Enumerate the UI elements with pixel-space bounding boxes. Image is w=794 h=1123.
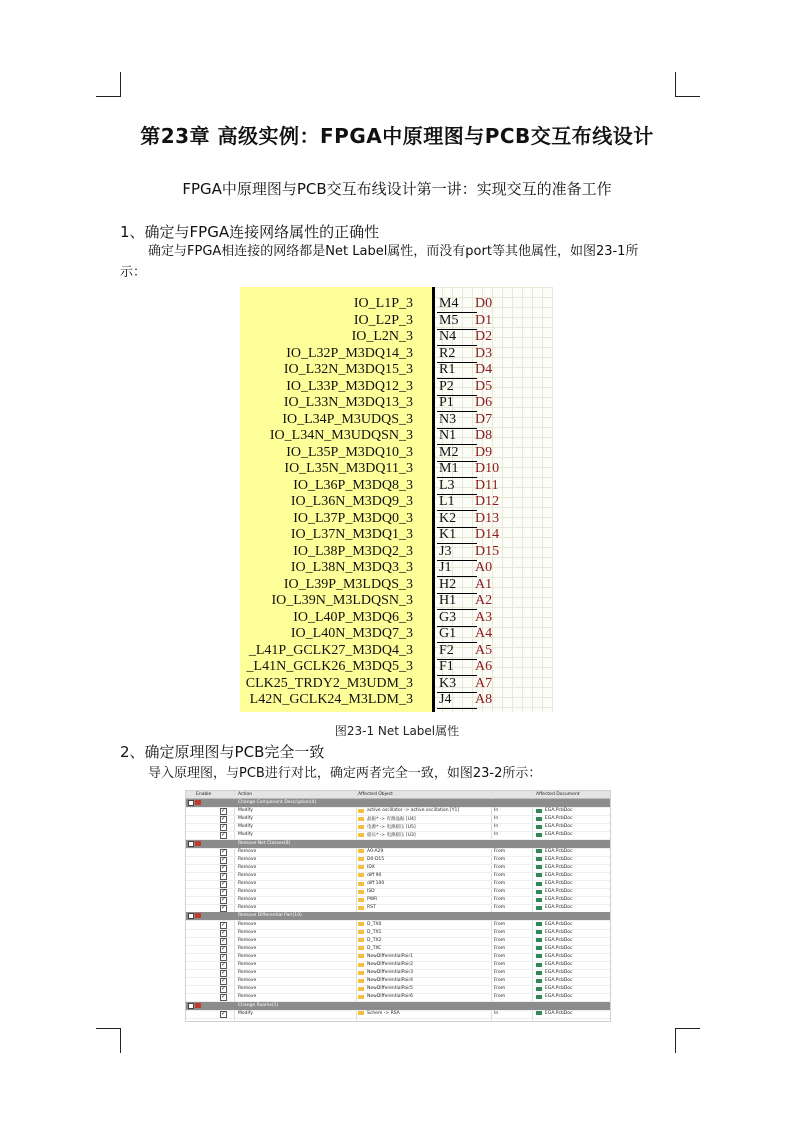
pin-number: P2 bbox=[437, 379, 477, 396]
action-cell: Remove bbox=[238, 881, 257, 886]
direction-cell: From bbox=[494, 881, 506, 886]
pin-number: N4 bbox=[437, 329, 477, 346]
direction-cell: From bbox=[494, 897, 506, 903]
figure1-caption: 图23-1 Net Label属性 bbox=[334, 724, 460, 738]
section1-paragraph bbox=[120, 241, 680, 262]
affected-document-cell: EGA.PcbDoc bbox=[545, 1010, 573, 1016]
pcb-document-icon bbox=[536, 898, 542, 902]
group-title: Remove Differential Pair(10) bbox=[238, 913, 302, 919]
affected-document-cell: EGA.PcbDoc bbox=[545, 872, 573, 878]
folder-icon bbox=[195, 800, 201, 805]
pin-signal-name: IO_L33P_M3DQ12_3 bbox=[286, 378, 413, 394]
net-label: A4 bbox=[475, 626, 493, 641]
affected-document-cell: EGA.PcbDoc bbox=[545, 937, 573, 943]
direction-cell: In bbox=[494, 808, 499, 814]
net-label: D14 bbox=[475, 527, 500, 542]
header-affected-document: Affected Document bbox=[536, 792, 580, 797]
net-label: A6 bbox=[475, 659, 493, 674]
affected-object-cell: NewDifferentialPair4 bbox=[367, 978, 414, 984]
section2-paragraph: 导入原理图，与PCB进行对比，确定两者完全一致，如图23-2所示： bbox=[148, 766, 542, 781]
affected-object-cell: 稳压* -> 电源稳压 [U3] bbox=[367, 833, 416, 839]
action-cell: Modify bbox=[238, 1010, 253, 1016]
object-icon bbox=[358, 898, 364, 902]
pin-signal-name: IO_L36P_M3DQ8_3 bbox=[293, 477, 413, 493]
collapse-toggle-icon[interactable] bbox=[188, 913, 194, 919]
section1-para-line2: 示： bbox=[120, 265, 147, 280]
affected-object-cell: NewDifferentialPair2 bbox=[367, 962, 414, 967]
pin-number: H2 bbox=[437, 577, 477, 594]
net-label: D3 bbox=[475, 345, 493, 361]
schematic-pin-row bbox=[240, 412, 553, 429]
object-icon bbox=[358, 979, 364, 983]
net-label: D0 bbox=[475, 296, 493, 311]
enable-checkbox[interactable] bbox=[220, 808, 227, 815]
pin-signal-name: IO_L38P_M3DQ2_3 bbox=[293, 543, 413, 559]
schematic-pin-row bbox=[240, 428, 553, 445]
crop-mark-top-left bbox=[96, 72, 121, 97]
object-icon bbox=[358, 817, 364, 821]
enable-checkbox[interactable] bbox=[220, 978, 227, 985]
pin-number: L3 bbox=[437, 478, 477, 495]
pcb-document-icon bbox=[536, 938, 542, 942]
object-icon bbox=[358, 971, 364, 975]
enable-checkbox[interactable] bbox=[220, 994, 227, 1001]
action-cell: Modify bbox=[238, 832, 253, 838]
schematic-pin-row bbox=[240, 329, 553, 346]
object-icon bbox=[358, 882, 364, 886]
direction-cell: From bbox=[494, 872, 506, 878]
pcb-document-icon bbox=[536, 882, 542, 886]
pcb-document-icon bbox=[536, 906, 542, 910]
enable-checkbox[interactable] bbox=[220, 938, 227, 945]
affected-object-cell: A0-A29 bbox=[367, 848, 384, 854]
pcb-document-icon bbox=[536, 979, 542, 983]
affected-document-cell: EGA.PcbDoc bbox=[545, 994, 573, 1000]
direction-cell: From bbox=[494, 905, 506, 911]
header-action: Action bbox=[238, 792, 253, 797]
net-label: A7 bbox=[475, 675, 493, 691]
object-icon bbox=[358, 963, 364, 967]
object-icon bbox=[358, 1011, 364, 1015]
collapse-toggle-icon[interactable] bbox=[188, 1003, 194, 1009]
action-cell: Remove bbox=[238, 945, 257, 951]
schematic-pin-row bbox=[240, 610, 553, 627]
action-cell: Remove bbox=[238, 864, 257, 870]
group-title: Change Component Description(4) bbox=[238, 800, 317, 805]
action-cell: Remove bbox=[238, 856, 257, 862]
object-icon bbox=[358, 954, 364, 958]
pcb-document-icon bbox=[536, 849, 542, 853]
pin-signal-name: IO_L37P_M3DQ0_3 bbox=[293, 510, 413, 526]
header-affected-object: Affected Object bbox=[358, 792, 393, 797]
affected-document-cell: EGA.PcbDoc bbox=[545, 953, 573, 959]
enable-checkbox[interactable] bbox=[220, 849, 227, 856]
schematic-pin-row bbox=[240, 445, 553, 462]
pcb-document-icon bbox=[536, 825, 542, 829]
pin-signal-name: IO_L38N_M3DQ3_3 bbox=[290, 560, 413, 575]
object-icon bbox=[358, 922, 364, 926]
pin-number: M1 bbox=[437, 461, 477, 478]
affected-document-cell: EGA.PcbDoc bbox=[545, 848, 573, 854]
affected-object-cell: ISD bbox=[367, 889, 375, 895]
net-label: D13 bbox=[475, 510, 500, 526]
pin-signal-name: IO_L34N_M3UDQSN_3 bbox=[269, 428, 413, 443]
direction-cell: In bbox=[494, 1010, 499, 1016]
pcb-document-icon bbox=[536, 954, 542, 958]
eco-change-row bbox=[186, 1010, 610, 1019]
action-cell: Modify bbox=[238, 808, 253, 814]
pcb-document-icon bbox=[536, 873, 542, 877]
pcb-document-icon bbox=[536, 890, 542, 894]
pin-number: N3 bbox=[437, 412, 477, 429]
pin-signal-name: IO_L39P_M3LDQS_3 bbox=[283, 576, 413, 592]
direction-cell: From bbox=[494, 986, 506, 992]
affected-document-cell: EGA.PcbDoc bbox=[545, 970, 573, 976]
net-label: A5 bbox=[475, 642, 493, 658]
action-cell: Remove bbox=[238, 872, 257, 878]
pin-number: J1 bbox=[437, 560, 477, 577]
pin-signal-name: IO_L39N_M3LDQSN_3 bbox=[271, 593, 413, 608]
enable-checkbox[interactable] bbox=[220, 970, 227, 977]
action-cell: Remove bbox=[238, 986, 257, 992]
direction-cell: From bbox=[494, 945, 506, 951]
schematic-pin-row bbox=[240, 544, 553, 561]
object-icon bbox=[358, 987, 364, 991]
pin-number: G3 bbox=[437, 610, 477, 627]
pcb-document-icon bbox=[536, 995, 542, 999]
enable-checkbox[interactable] bbox=[220, 954, 227, 961]
enable-checkbox[interactable] bbox=[220, 873, 227, 880]
enable-checkbox[interactable] bbox=[220, 857, 227, 864]
affected-document-cell: EGA.PcbDoc bbox=[545, 889, 573, 895]
direction-cell: From bbox=[494, 921, 506, 927]
affected-object-cell: NewDifferentialPair1 bbox=[367, 953, 414, 959]
object-icon bbox=[358, 825, 364, 829]
direction-cell: From bbox=[494, 953, 506, 959]
affected-document-cell: EGA.PcbDoc bbox=[545, 921, 573, 927]
eco-table-header bbox=[186, 791, 610, 799]
net-label: D2 bbox=[475, 329, 493, 344]
schematic-pin-row bbox=[240, 362, 553, 379]
schematic-pin-row bbox=[240, 527, 553, 544]
affected-object-cell: diff 100 bbox=[367, 881, 385, 886]
affected-object-cell: IDX bbox=[367, 864, 375, 870]
pin-signal-name: _L41N_GCLK26_M3DQ5_3 bbox=[246, 659, 413, 674]
schematic-pin-row bbox=[240, 626, 553, 643]
net-label: D11 bbox=[475, 477, 499, 493]
direction-cell: In bbox=[494, 816, 499, 822]
crop-mark-bottom-right bbox=[675, 1028, 700, 1053]
pin-number: G1 bbox=[437, 626, 477, 643]
enable-checkbox[interactable] bbox=[220, 905, 227, 912]
action-cell: Remove bbox=[238, 929, 257, 935]
affected-document-cell: EGA.PcbDoc bbox=[545, 929, 573, 935]
schematic-pin-row bbox=[240, 577, 553, 594]
pin-number: J4 bbox=[437, 692, 477, 709]
action-cell: Remove bbox=[238, 848, 257, 854]
direction-cell: In bbox=[494, 832, 499, 838]
enable-checkbox[interactable] bbox=[220, 832, 227, 839]
direction-cell: From bbox=[494, 929, 506, 935]
pin-number: F2 bbox=[437, 643, 477, 660]
pin-number: R2 bbox=[437, 346, 477, 363]
crop-mark-bottom-left bbox=[96, 1028, 121, 1053]
direction-cell: From bbox=[494, 889, 506, 895]
enable-checkbox[interactable] bbox=[220, 897, 227, 904]
schematic-pin-row bbox=[240, 676, 553, 693]
schematic-pin-row bbox=[240, 560, 553, 577]
affected-object-cell: diff 90 bbox=[367, 872, 382, 878]
pcb-document-icon bbox=[536, 922, 542, 926]
schematic-pin-row bbox=[240, 296, 553, 313]
schematic-pin-row bbox=[240, 395, 553, 412]
direction-cell: From bbox=[494, 970, 506, 976]
affected-object-cell: NewDifferentialPair3 bbox=[367, 970, 414, 976]
net-label: A8 bbox=[475, 692, 493, 707]
enable-checkbox[interactable] bbox=[220, 865, 227, 872]
section1-para-line1: 确定与FPGA相连接的网络都是Net Label属性，而没有port等其他属性，如图23-1所 bbox=[148, 244, 639, 259]
pin-signal-name: IO_L40P_M3DQ6_3 bbox=[293, 609, 413, 625]
header-enable: Enable bbox=[196, 792, 212, 797]
pin-number: M5 bbox=[437, 313, 477, 330]
pin-signal-name: IO_L2N_3 bbox=[351, 329, 413, 344]
pin-number: J3 bbox=[437, 544, 477, 561]
object-icon bbox=[358, 809, 364, 813]
affected-object-cell: D_TX1 bbox=[367, 929, 382, 935]
figure-eco-comparison-dialog bbox=[185, 790, 611, 1022]
schematic-pin-row bbox=[240, 379, 553, 396]
pcb-document-icon bbox=[536, 930, 542, 934]
action-cell: Remove bbox=[238, 897, 257, 903]
enable-checkbox[interactable] bbox=[220, 881, 227, 888]
object-icon bbox=[358, 833, 364, 837]
direction-cell: From bbox=[494, 848, 506, 854]
pin-signal-name: IO_L40N_M3DQ7_3 bbox=[290, 626, 413, 641]
object-icon bbox=[358, 946, 364, 950]
pin-number: M2 bbox=[437, 445, 477, 462]
group-title: Change Rooms(1) bbox=[238, 1002, 279, 1008]
affected-document-cell: EGA.PcbDoc bbox=[545, 832, 573, 838]
net-label: A0 bbox=[475, 560, 493, 575]
affected-object-cell: D_TXC bbox=[367, 945, 382, 951]
pin-number: M4 bbox=[437, 296, 477, 313]
pin-signal-name: IO_L32P_M3DQ14_3 bbox=[286, 345, 413, 361]
pin-signal-name: IO_L35P_M3DQ10_3 bbox=[286, 444, 413, 460]
action-cell: Remove bbox=[238, 921, 257, 927]
pin-signal-name: IO_L37N_M3DQ1_3 bbox=[290, 527, 413, 542]
pin-number: K3 bbox=[437, 676, 477, 693]
pcb-document-icon bbox=[536, 1011, 542, 1015]
object-icon bbox=[358, 873, 364, 877]
action-cell: Remove bbox=[238, 962, 257, 967]
affected-document-cell: EGA.PcbDoc bbox=[545, 945, 573, 951]
figure-net-label-schematic bbox=[240, 287, 553, 712]
schematic-pin-row bbox=[240, 494, 553, 511]
enable-checkbox[interactable] bbox=[220, 930, 227, 937]
pcb-document-icon bbox=[536, 946, 542, 950]
pin-signal-name: IO_L34P_M3UDQS_3 bbox=[282, 411, 413, 427]
pin-number: R1 bbox=[437, 362, 477, 379]
affected-document-cell: EGA.PcbDoc bbox=[545, 986, 573, 992]
affected-object-cell: RST bbox=[367, 905, 376, 911]
enable-checkbox[interactable] bbox=[220, 889, 227, 896]
action-cell: Remove bbox=[238, 953, 257, 959]
object-icon bbox=[358, 857, 364, 861]
pcb-document-icon bbox=[536, 857, 542, 861]
enable-checkbox[interactable] bbox=[220, 824, 227, 831]
enable-checkbox[interactable] bbox=[220, 986, 227, 993]
affected-document-cell: EGA.PcbDoc bbox=[545, 962, 573, 967]
direction-cell: From bbox=[494, 937, 506, 943]
pin-number: N1 bbox=[437, 428, 477, 445]
schematic-pin-row bbox=[240, 511, 553, 528]
pcb-document-icon bbox=[536, 971, 542, 975]
net-label: D10 bbox=[475, 461, 500, 476]
pcb-document-icon bbox=[536, 865, 542, 869]
affected-document-cell: EGA.PcbDoc bbox=[545, 978, 573, 984]
pin-number: K1 bbox=[437, 527, 477, 544]
schematic-pin-row bbox=[240, 692, 553, 709]
net-label: D12 bbox=[475, 494, 500, 509]
schematic-pin-row bbox=[240, 659, 553, 676]
section2-heading: 2、确定原理图与PCB完全一致 bbox=[120, 743, 325, 761]
net-label: D15 bbox=[475, 543, 500, 559]
collapse-toggle-icon[interactable] bbox=[188, 800, 194, 806]
section1-heading: 1、确定与FPGA连接网络属性的正确性 bbox=[120, 223, 380, 241]
affected-object-cell: Schem -> RSA bbox=[367, 1010, 400, 1016]
pin-signal-name: IO_L1P_3 bbox=[353, 296, 413, 311]
action-cell: Modify bbox=[238, 824, 253, 830]
net-label: D6 bbox=[475, 395, 493, 410]
affected-document-cell: EGA.PcbDoc bbox=[545, 897, 573, 903]
object-icon bbox=[358, 995, 364, 999]
direction-cell: From bbox=[494, 856, 506, 862]
action-cell: Remove bbox=[238, 937, 257, 943]
action-cell: Remove bbox=[238, 994, 257, 1000]
net-label: D8 bbox=[475, 428, 493, 443]
group-title: Remove Net Classes(8) bbox=[238, 840, 291, 846]
pin-number: F1 bbox=[437, 659, 477, 676]
net-label: A2 bbox=[475, 593, 493, 608]
pin-signal-name: _L41P_GCLK27_M3DQ4_3 bbox=[248, 642, 413, 658]
collapse-toggle-icon[interactable] bbox=[188, 841, 194, 847]
affected-object-cell: D0-D15 bbox=[367, 856, 385, 862]
affected-document-cell: EGA.PcbDoc bbox=[545, 824, 573, 830]
affected-object-cell: 晶振* -> 有源晶振 [U4] bbox=[367, 817, 416, 823]
net-label: D7 bbox=[475, 411, 493, 427]
action-cell: Remove bbox=[238, 978, 257, 984]
schematic-pin-row bbox=[240, 461, 553, 478]
schematic-pin-row bbox=[240, 593, 553, 610]
affected-document-cell: EGA.PcbDoc bbox=[545, 905, 573, 911]
net-label: D4 bbox=[475, 362, 493, 377]
affected-object-cell: PWR bbox=[367, 897, 378, 903]
chapter-title: 第23章 高级实例：FPGA中原理图与PCB交互布线设计 bbox=[140, 124, 654, 148]
enable-checkbox[interactable] bbox=[220, 1011, 227, 1018]
object-icon bbox=[358, 930, 364, 934]
action-cell: Remove bbox=[238, 905, 257, 911]
net-label: D9 bbox=[475, 444, 493, 460]
direction-cell: In bbox=[494, 824, 499, 830]
schematic-pin-row bbox=[240, 346, 553, 363]
object-icon bbox=[358, 906, 364, 910]
affected-object-cell: 电源* -> 电源稳压 [U5] bbox=[367, 825, 416, 831]
action-cell: Remove bbox=[238, 889, 257, 895]
pin-number: H1 bbox=[437, 593, 477, 610]
affected-document-cell: EGA.PcbDoc bbox=[545, 864, 573, 870]
crop-mark-top-right bbox=[675, 72, 700, 97]
affected-document-cell: EGA.PcbDoc bbox=[545, 816, 573, 822]
affected-object-cell: NewDifferentialPair5 bbox=[367, 986, 414, 992]
direction-cell: From bbox=[494, 994, 506, 1000]
pin-number: K2 bbox=[437, 511, 477, 528]
pin-signal-name: IO_L36N_M3DQ9_3 bbox=[290, 494, 413, 509]
object-icon bbox=[358, 938, 364, 942]
enable-checkbox[interactable] bbox=[220, 922, 227, 929]
pcb-document-icon bbox=[536, 987, 542, 991]
affected-object-cell: active oscillator -> active oscillation [Y1] bbox=[367, 808, 460, 814]
pcb-document-icon bbox=[536, 809, 542, 813]
enable-checkbox[interactable] bbox=[220, 816, 227, 823]
direction-cell: From bbox=[494, 864, 506, 870]
schematic-pin-row bbox=[240, 313, 553, 330]
section1-paragraph-cont bbox=[120, 262, 680, 283]
enable-checkbox[interactable] bbox=[220, 962, 227, 969]
net-label: A1 bbox=[475, 576, 493, 592]
pcb-document-icon bbox=[536, 817, 542, 821]
schematic-pin-row bbox=[240, 478, 553, 495]
object-icon bbox=[358, 849, 364, 853]
affected-document-cell: EGA.PcbDoc bbox=[545, 881, 573, 886]
action-cell: Remove bbox=[238, 970, 257, 976]
net-label: A3 bbox=[475, 609, 493, 625]
folder-icon bbox=[195, 1003, 201, 1008]
affected-document-cell: EGA.PcbDoc bbox=[545, 808, 573, 814]
affected-object-cell: D_TX0 bbox=[367, 921, 382, 927]
pin-signal-name: IO_L33N_M3DQ13_3 bbox=[283, 395, 413, 410]
net-label: D1 bbox=[475, 312, 493, 328]
net-label: D5 bbox=[475, 378, 493, 394]
object-icon bbox=[358, 890, 364, 894]
pcb-document-icon bbox=[536, 963, 542, 967]
direction-cell: From bbox=[494, 962, 506, 967]
action-cell: Modify bbox=[238, 816, 253, 822]
pin-signal-name: IO_L35N_M3DQ11_3 bbox=[284, 461, 413, 476]
affected-document-cell: EGA.PcbDoc bbox=[545, 856, 573, 862]
affected-object-cell: NewDifferentialPair6 bbox=[367, 994, 414, 1000]
schematic-pin-row bbox=[240, 643, 553, 660]
pin-signal-name: IO_L2P_3 bbox=[353, 312, 413, 328]
pin-number: L1 bbox=[437, 494, 477, 511]
pin-signal-name: IO_L32N_M3DQ15_3 bbox=[283, 362, 413, 377]
pin-signal-name: CLK25_TRDY2_M3UDM_3 bbox=[245, 675, 413, 691]
pin-signal-name: L42N_GCLK24_M3LDM_3 bbox=[249, 692, 413, 707]
pcb-document-icon bbox=[536, 833, 542, 837]
folder-icon bbox=[195, 841, 201, 846]
object-icon bbox=[358, 865, 364, 869]
direction-cell: From bbox=[494, 978, 506, 984]
folder-icon bbox=[195, 913, 201, 918]
pin-number: P1 bbox=[437, 395, 477, 412]
lecture-title: FPGA中原理图与PCB交互布线设计第一讲：实现交互的准备工作 bbox=[182, 180, 612, 198]
affected-object-cell: D_TX2 bbox=[367, 937, 382, 943]
enable-checkbox[interactable] bbox=[220, 946, 227, 953]
